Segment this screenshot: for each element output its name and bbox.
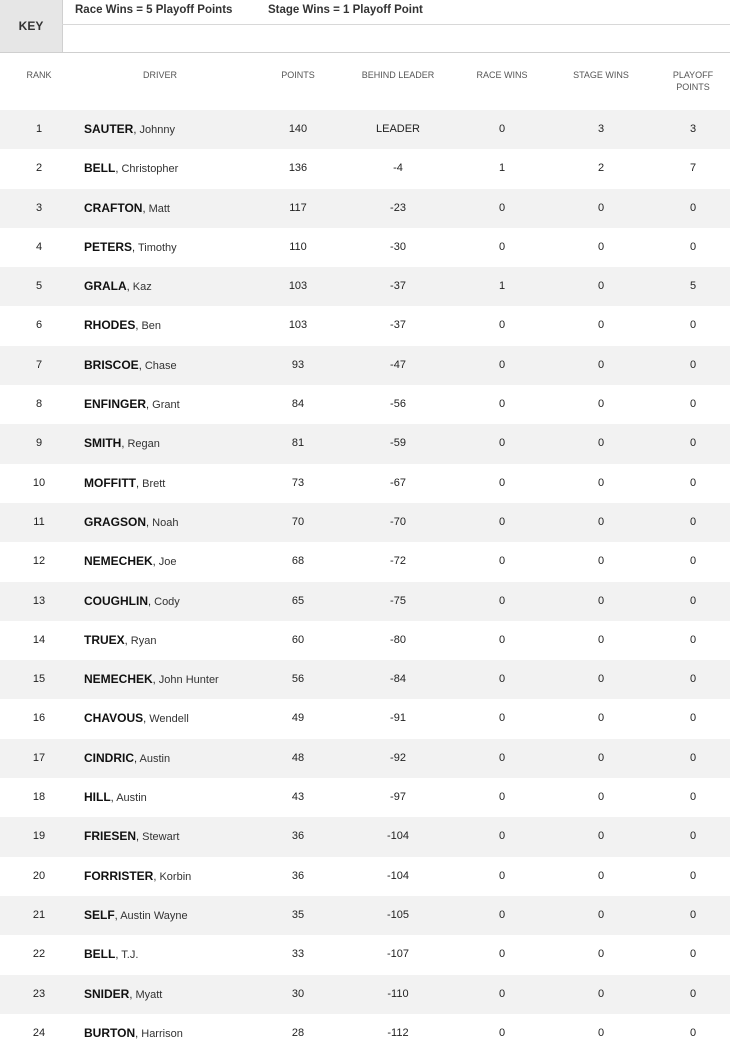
table-row bbox=[0, 149, 730, 188]
rank-cell: 15 bbox=[32, 673, 46, 686]
driver-last-name: BELL bbox=[84, 161, 116, 176]
driver-first-name: Korbin bbox=[159, 870, 192, 883]
points-cell: 110 bbox=[289, 240, 307, 253]
rank-cell: 17 bbox=[32, 751, 46, 764]
rank-cell: 20 bbox=[32, 869, 46, 882]
race-wins-cell: 0 bbox=[498, 673, 506, 686]
points-cell: 81 bbox=[291, 437, 305, 450]
playoff-points-cell: 0 bbox=[689, 633, 697, 646]
stage-wins-cell: 0 bbox=[597, 437, 605, 450]
driver-cell[interactable]: BRISCOE, Chase bbox=[84, 357, 177, 372]
driver-cell[interactable]: MOFFITT, Brett bbox=[84, 475, 166, 490]
table-row bbox=[0, 228, 730, 267]
rank-cell: 7 bbox=[35, 358, 43, 371]
stage-wins-cell: 0 bbox=[597, 673, 605, 686]
table-row bbox=[0, 660, 730, 699]
driver-cell[interactable]: FORRISTER, Korbin bbox=[84, 868, 192, 883]
behind-leader-cell: -112 bbox=[387, 1026, 409, 1039]
playoff-points-cell: 0 bbox=[689, 201, 697, 214]
behind-leader-cell: -97 bbox=[390, 791, 406, 804]
driver-first-name: Brett bbox=[142, 477, 166, 490]
driver-cell[interactable]: RHODES, Ben bbox=[84, 318, 162, 333]
rank-cell: 19 bbox=[32, 830, 46, 843]
behind-leader-cell: -92 bbox=[390, 751, 406, 764]
col-race-wins-header[interactable]: RACE WINS bbox=[476, 70, 528, 80]
key-divider bbox=[62, 24, 730, 25]
points-cell: 70 bbox=[291, 515, 305, 528]
stage-wins-cell: 2 bbox=[597, 162, 605, 175]
rank-cell: 18 bbox=[32, 791, 46, 804]
rank-cell: 23 bbox=[32, 987, 46, 1000]
race-wins-cell: 0 bbox=[498, 751, 506, 764]
col-behind-header[interactable]: BEHIND LEADER bbox=[361, 70, 435, 80]
driver-first-name: Regan bbox=[127, 438, 160, 451]
points-cell: 35 bbox=[291, 908, 305, 921]
table-row bbox=[0, 778, 730, 817]
playoff-points-cell: 0 bbox=[689, 830, 697, 843]
points-cell: 60 bbox=[291, 633, 305, 646]
points-cell: 68 bbox=[291, 555, 305, 568]
driver-last-name: SELF bbox=[84, 907, 115, 922]
table-row bbox=[0, 582, 730, 621]
points-cell: 48 bbox=[291, 751, 305, 764]
driver-first-name: Grant bbox=[152, 399, 180, 412]
driver-last-name: PETERS bbox=[84, 239, 133, 254]
stage-wins-cell: 0 bbox=[597, 712, 605, 725]
race-wins-cell: 0 bbox=[498, 123, 506, 135]
driver-first-name: Matt bbox=[148, 202, 170, 215]
table-row bbox=[0, 975, 730, 1014]
stage-wins-cell: 0 bbox=[597, 280, 605, 293]
playoff-points-cell: 0 bbox=[689, 476, 697, 489]
col-playoff-header[interactable]: PLAYOFF POINTS bbox=[672, 70, 714, 92]
driver-cell[interactable]: SMITH, Regan bbox=[84, 436, 160, 451]
driver-cell[interactable]: COUGHLIN, Cody bbox=[84, 593, 180, 608]
table-row bbox=[0, 306, 730, 345]
behind-leader-cell: -4 bbox=[393, 162, 403, 175]
driver-first-name: Myatt bbox=[135, 988, 163, 1001]
race-wins-note: Race Wins = 5 Playoff Points bbox=[75, 4, 233, 16]
points-cell: 36 bbox=[291, 869, 305, 882]
driver-first-name: Austin bbox=[139, 752, 171, 765]
driver-last-name: FORRISTER bbox=[84, 868, 154, 883]
behind-leader-cell: -37 bbox=[390, 319, 406, 332]
race-wins-cell: 0 bbox=[498, 908, 506, 921]
driver-last-name: MOFFITT bbox=[84, 475, 136, 490]
driver-last-name: CRAFTON bbox=[84, 200, 143, 215]
rank-cell: 24 bbox=[32, 1026, 46, 1039]
driver-cell[interactable]: HILL, Austin bbox=[84, 790, 147, 805]
table-row bbox=[0, 346, 730, 385]
stage-wins-cell: 0 bbox=[597, 987, 605, 1000]
rank-cell: 5 bbox=[35, 280, 43, 293]
table-row bbox=[0, 739, 730, 778]
rank-cell: 8 bbox=[35, 398, 43, 411]
playoff-points-cell: 0 bbox=[689, 869, 697, 882]
driver-first-name: Wendell bbox=[149, 713, 189, 726]
rank-cell: 11 bbox=[33, 515, 45, 528]
rank-cell: 16 bbox=[32, 712, 46, 725]
driver-cell[interactable]: BELL, T.J. bbox=[84, 947, 139, 962]
table-row bbox=[0, 935, 730, 974]
table-row bbox=[0, 385, 730, 424]
race-wins-cell: 0 bbox=[498, 515, 506, 528]
race-wins-cell: 1 bbox=[498, 280, 506, 293]
behind-leader-cell: -23 bbox=[390, 201, 406, 214]
driver-last-name: FRIESEN bbox=[84, 829, 137, 844]
driver-cell[interactable]: GRAGSON, Noah bbox=[84, 514, 179, 529]
points-cell: 43 bbox=[291, 791, 305, 804]
driver-first-name: Austin bbox=[116, 792, 147, 805]
behind-leader-cell: -75 bbox=[390, 594, 406, 607]
driver-cell[interactable]: NEMECHEK, John Hunter bbox=[84, 672, 219, 687]
behind-leader-cell: -30 bbox=[390, 240, 406, 253]
table-row bbox=[0, 621, 730, 660]
driver-first-name: Austin Wayne bbox=[120, 909, 188, 922]
stage-wins-cell: 0 bbox=[597, 1026, 605, 1039]
points-cell: 103 bbox=[288, 280, 308, 293]
driver-first-name: John Hunter bbox=[158, 674, 219, 687]
points-cell: 103 bbox=[288, 319, 308, 332]
points-cell: 93 bbox=[291, 358, 305, 371]
driver-first-name: Stewart bbox=[142, 831, 180, 844]
points-cell: 117 bbox=[289, 201, 307, 214]
driver-first-name: Joe bbox=[158, 556, 177, 569]
playoff-points-cell: 5 bbox=[689, 280, 697, 293]
stage-wins-cell: 0 bbox=[597, 358, 605, 371]
points-cell: 136 bbox=[288, 162, 308, 175]
stage-wins-note: Stage Wins = 1 Playoff Point bbox=[268, 4, 423, 16]
rank-cell: 1 bbox=[35, 123, 43, 135]
driver-cell[interactable]: FRIESEN, Stewart bbox=[84, 829, 180, 844]
table-row bbox=[0, 542, 730, 581]
playoff-points-cell: 0 bbox=[689, 437, 697, 450]
playoff-points-cell: 3 bbox=[689, 123, 697, 135]
driver-last-name: HILL bbox=[84, 790, 111, 805]
key-bar bbox=[0, 0, 730, 53]
driver-cell[interactable]: BELL, Christopher bbox=[84, 161, 179, 176]
rank-cell: 14 bbox=[32, 633, 46, 646]
behind-leader-cell: -80 bbox=[390, 633, 406, 646]
driver-first-name: Cody bbox=[154, 595, 180, 608]
driver-cell[interactable]: SAUTER, Johnny bbox=[84, 122, 175, 136]
rank-cell: 6 bbox=[35, 319, 43, 332]
driver-last-name: SMITH bbox=[84, 436, 122, 451]
points-cell: 49 bbox=[291, 712, 305, 725]
race-wins-cell: 0 bbox=[498, 398, 506, 411]
stage-wins-cell: 0 bbox=[597, 398, 605, 411]
playoff-points-cell: 0 bbox=[689, 712, 697, 725]
behind-leader-cell: -47 bbox=[390, 358, 406, 371]
stage-wins-cell: 0 bbox=[597, 476, 605, 489]
playoff-points-cell: 0 bbox=[689, 987, 697, 1000]
driver-first-name: Noah bbox=[152, 516, 179, 529]
playoff-points-cell: 0 bbox=[689, 358, 697, 371]
table-row bbox=[0, 267, 730, 306]
table-row bbox=[0, 699, 730, 738]
playoff-points-cell: 0 bbox=[689, 594, 697, 607]
playoff-points-cell: 0 bbox=[689, 555, 697, 568]
race-wins-cell: 0 bbox=[498, 201, 506, 214]
playoff-points-cell: 0 bbox=[689, 515, 697, 528]
playoff-points-cell: 0 bbox=[689, 1026, 697, 1039]
points-cell: 28 bbox=[291, 1026, 305, 1039]
driver-first-name: Ryan bbox=[130, 634, 157, 647]
behind-leader-cell: -105 bbox=[386, 908, 410, 921]
stage-wins-cell: 0 bbox=[597, 908, 605, 921]
race-wins-cell: 0 bbox=[498, 358, 506, 371]
driver-last-name: SAUTER bbox=[84, 122, 134, 136]
rank-cell: 22 bbox=[32, 948, 46, 961]
driver-cell[interactable]: TRUEX, Ryan bbox=[84, 632, 157, 647]
table-row bbox=[0, 424, 730, 463]
driver-last-name: GRALA bbox=[84, 279, 127, 294]
driver-last-name: COUGHLIN bbox=[84, 593, 148, 608]
points-cell: 36 bbox=[291, 830, 305, 843]
driver-first-name: Harrison bbox=[141, 1027, 183, 1040]
playoff-points-cell: 0 bbox=[689, 398, 697, 411]
race-wins-cell: 0 bbox=[498, 240, 506, 253]
stage-wins-cell: 0 bbox=[597, 594, 605, 607]
standings-table bbox=[0, 110, 730, 1053]
driver-last-name: BRISCOE bbox=[84, 357, 139, 372]
driver-last-name: SNIDER bbox=[84, 986, 130, 1001]
behind-leader-cell: -110 bbox=[387, 987, 409, 1000]
stage-wins-cell: 0 bbox=[597, 319, 605, 332]
behind-leader-cell: -104 bbox=[386, 830, 410, 843]
table-row bbox=[0, 857, 730, 896]
stage-wins-cell: 0 bbox=[597, 201, 605, 214]
driver-cell[interactable]: CINDRIC, Austin bbox=[84, 750, 171, 765]
col-stage-wins-header[interactable]: STAGE WINS bbox=[573, 70, 629, 80]
behind-leader-cell: -67 bbox=[390, 476, 406, 489]
race-wins-cell: 0 bbox=[498, 830, 506, 843]
race-wins-cell: 0 bbox=[498, 437, 506, 450]
driver-last-name: NEMECHEK bbox=[84, 672, 153, 687]
driver-last-name: TRUEX bbox=[84, 632, 125, 647]
driver-cell[interactable]: CHAVOUS, Wendell bbox=[84, 711, 189, 726]
driver-cell[interactable]: SNIDER, Myatt bbox=[84, 986, 163, 1001]
stage-wins-cell: 0 bbox=[597, 240, 605, 253]
playoff-points-cell: 0 bbox=[689, 673, 697, 686]
table-row bbox=[0, 189, 730, 228]
playoff-points-cell: 7 bbox=[689, 162, 697, 175]
driver-first-name: Kaz bbox=[132, 281, 152, 294]
driver-cell[interactable]: GRALA, Kaz bbox=[84, 279, 152, 294]
table-header bbox=[0, 53, 730, 109]
race-wins-cell: 0 bbox=[498, 633, 506, 646]
table-row bbox=[0, 110, 730, 149]
driver-last-name: BURTON bbox=[84, 1025, 136, 1040]
driver-cell[interactable]: PETERS, Timothy bbox=[84, 239, 177, 254]
driver-last-name: NEMECHEK bbox=[84, 554, 153, 569]
col-points-header[interactable]: POINTS bbox=[281, 70, 315, 80]
points-cell: 33 bbox=[291, 948, 305, 961]
race-wins-cell: 0 bbox=[498, 476, 506, 489]
playoff-points-cell: 0 bbox=[689, 948, 697, 961]
race-wins-cell: 0 bbox=[498, 1026, 506, 1039]
race-wins-cell: 0 bbox=[498, 319, 506, 332]
stage-wins-cell: 0 bbox=[597, 751, 605, 764]
behind-leader-cell: -91 bbox=[390, 712, 406, 725]
points-cell: 73 bbox=[291, 476, 305, 489]
stage-wins-cell: 0 bbox=[597, 830, 605, 843]
behind-leader-cell: -56 bbox=[390, 398, 406, 411]
driver-cell[interactable]: CRAFTON, Matt bbox=[84, 200, 170, 215]
playoff-points-cell: 0 bbox=[689, 240, 697, 253]
table-row bbox=[0, 464, 730, 503]
race-wins-cell: 0 bbox=[498, 712, 506, 725]
driver-first-name: Ben bbox=[141, 320, 162, 333]
behind-leader-cell: LEADER bbox=[375, 123, 421, 135]
driver-last-name: CHAVOUS bbox=[84, 711, 144, 726]
race-wins-cell: 0 bbox=[498, 594, 506, 607]
playoff-points-cell: 0 bbox=[689, 791, 697, 804]
stage-wins-cell: 0 bbox=[597, 869, 605, 882]
driver-last-name: BELL bbox=[84, 947, 116, 962]
driver-first-name: Johnny bbox=[139, 124, 175, 136]
rank-cell: 10 bbox=[32, 476, 46, 489]
playoff-points-cell: 0 bbox=[689, 751, 697, 764]
table-row bbox=[0, 1014, 730, 1053]
behind-leader-cell: -70 bbox=[390, 515, 406, 528]
table-row bbox=[0, 503, 730, 542]
behind-leader-cell: -104 bbox=[386, 869, 410, 882]
behind-leader-cell: -59 bbox=[390, 437, 406, 450]
playoff-points-cell: 0 bbox=[689, 319, 697, 332]
rank-cell: 13 bbox=[32, 594, 46, 607]
points-cell: 65 bbox=[291, 594, 305, 607]
stage-wins-cell: 0 bbox=[597, 791, 605, 804]
behind-leader-cell: -37 bbox=[390, 280, 406, 293]
race-wins-cell: 1 bbox=[498, 162, 506, 175]
stage-wins-cell: 0 bbox=[597, 515, 605, 528]
driver-cell[interactable]: NEMECHEK, Joe bbox=[84, 554, 177, 569]
behind-leader-cell: -107 bbox=[386, 948, 410, 961]
driver-first-name: Timothy bbox=[137, 241, 177, 254]
driver-first-name: T.J. bbox=[121, 949, 139, 962]
rank-cell: 21 bbox=[32, 908, 46, 921]
driver-last-name: GRAGSON bbox=[84, 514, 147, 529]
points-cell: 140 bbox=[288, 123, 308, 135]
race-wins-cell: 0 bbox=[498, 791, 506, 804]
rank-cell: 12 bbox=[32, 555, 46, 568]
rank-cell: 2 bbox=[35, 162, 43, 175]
stage-wins-cell: 0 bbox=[597, 633, 605, 646]
playoff-points-cell: 0 bbox=[689, 908, 697, 921]
rank-cell: 4 bbox=[35, 240, 43, 253]
table-row bbox=[0, 817, 730, 856]
driver-cell[interactable]: BURTON, Harrison bbox=[84, 1025, 183, 1040]
points-cell: 30 bbox=[291, 987, 305, 1000]
race-wins-cell: 0 bbox=[498, 869, 506, 882]
stage-wins-cell: 0 bbox=[597, 555, 605, 568]
rank-cell: 3 bbox=[35, 201, 43, 214]
race-wins-cell: 0 bbox=[498, 948, 506, 961]
behind-leader-cell: -72 bbox=[390, 555, 406, 568]
rank-cell: 9 bbox=[35, 437, 43, 450]
stage-wins-cell: 0 bbox=[597, 948, 605, 961]
col-driver-header[interactable]: DRIVER bbox=[142, 70, 177, 80]
driver-last-name: RHODES bbox=[84, 318, 136, 333]
behind-leader-cell: -84 bbox=[390, 673, 406, 686]
points-cell: 56 bbox=[291, 673, 305, 686]
driver-last-name: ENFINGER bbox=[84, 397, 147, 412]
table-row bbox=[0, 896, 730, 935]
driver-first-name: Chase bbox=[144, 359, 177, 372]
race-wins-cell: 0 bbox=[498, 555, 506, 568]
key-tab[interactable]: KEY bbox=[0, 0, 63, 52]
driver-first-name: Christopher bbox=[121, 163, 179, 176]
race-wins-cell: 0 bbox=[498, 987, 506, 1000]
driver-last-name: CINDRIC bbox=[84, 750, 134, 765]
stage-wins-cell: 3 bbox=[597, 123, 605, 135]
col-rank-header[interactable]: RANK bbox=[26, 70, 52, 80]
points-cell: 84 bbox=[291, 398, 305, 411]
driver-cell[interactable]: ENFINGER, Grant bbox=[84, 397, 180, 412]
driver-cell[interactable]: SELF, Austin Wayne bbox=[84, 907, 188, 922]
